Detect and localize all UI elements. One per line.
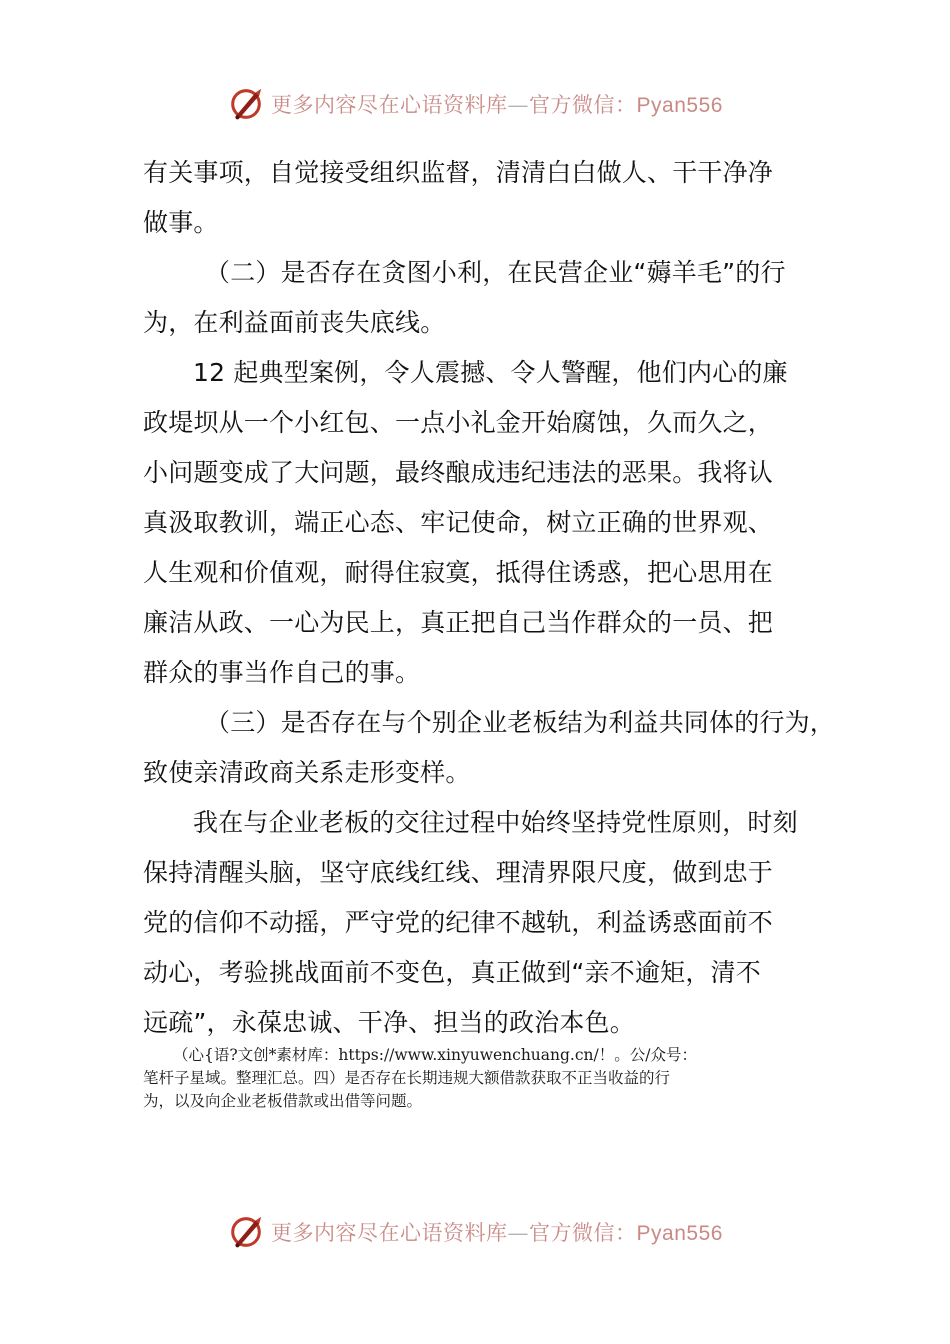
body-line: 动心，考验挑战面前不变色，真正做到“亲不逾矩，清不 [143, 958, 761, 987]
section-heading-2: （二）是否存在贪图小利，在民营企业“薅羊毛”的行 [205, 258, 786, 287]
body-line: 党的信仰不动摇，严守党的纪律不越轨，利益诱惑面前不 [143, 908, 774, 937]
body-line: 人生观和价值观，耐得住寂寞，抵得住诱惑，把心思用在 [143, 558, 774, 587]
body-line: 远疏”，永葆忠诚、干净、担当的政治本色。 [143, 1008, 635, 1037]
paragraph-start: 12 起典型案例，令人震撼、令人警醒，他们内心的廉 [193, 358, 788, 387]
section-heading-3: （三）是否存在与个别企业老板结为利益共同体的行为， [205, 708, 836, 737]
footnote-line: 为，以及向企业老板借款或出借等问题。 [143, 1092, 423, 1110]
pen-nib-circle-logo-icon [227, 1213, 265, 1251]
body-line: 为，在利益面前丧失底线。 [143, 308, 446, 337]
footnote-line: （心{语?文创*素材库：https://www.xinyuwenchuang.cn/！。公/众号： [173, 1046, 697, 1064]
body-line: 小问题变成了大问题，最终酿成违纪违法的恶果。我将认 [143, 458, 774, 487]
body-line: 有关事项，自觉接受组织监督，清清白白做人、干干净净 [143, 158, 774, 187]
footnote-line: 笔杆子星域。整理汇总。四）是否存在长期违规大额借款获取不正当收益的行 [143, 1069, 671, 1087]
pen-nib-circle-logo-icon [227, 85, 265, 123]
footer-banner-text: 更多内容尽在心语资料库—官方微信：Pyan556 [271, 1221, 723, 1245]
footnote-paragraph [143, 1044, 823, 1113]
header-banner [0, 82, 950, 126]
document-body [143, 148, 836, 1048]
body-line: 做事。 [143, 208, 219, 237]
header-banner-text: 更多内容尽在心语资料库—官方微信：Pyan556 [271, 93, 723, 117]
footer-banner [0, 1210, 950, 1254]
body-line: 致使亲清政商关系走形变样。 [143, 758, 471, 787]
body-line: 群众的事当作自己的事。 [143, 658, 421, 687]
body-line: 真汲取教训，端正心态、牢记使命，树立正确的世界观、 [143, 508, 774, 537]
body-line: 廉洁从政、一心为民上，真正把自己当作群众的一员、把 [143, 608, 774, 637]
body-line: 保持清醒头脑，坚守底线红线、理清界限尺度，做到忠于 [143, 858, 774, 887]
body-line: 政堤坝从一个小红包、一点小礼金开始腐蚀，久而久之， [143, 408, 774, 437]
paragraph-start: 我在与企业老板的交往过程中始终坚持党性原则，时刻 [193, 808, 798, 837]
